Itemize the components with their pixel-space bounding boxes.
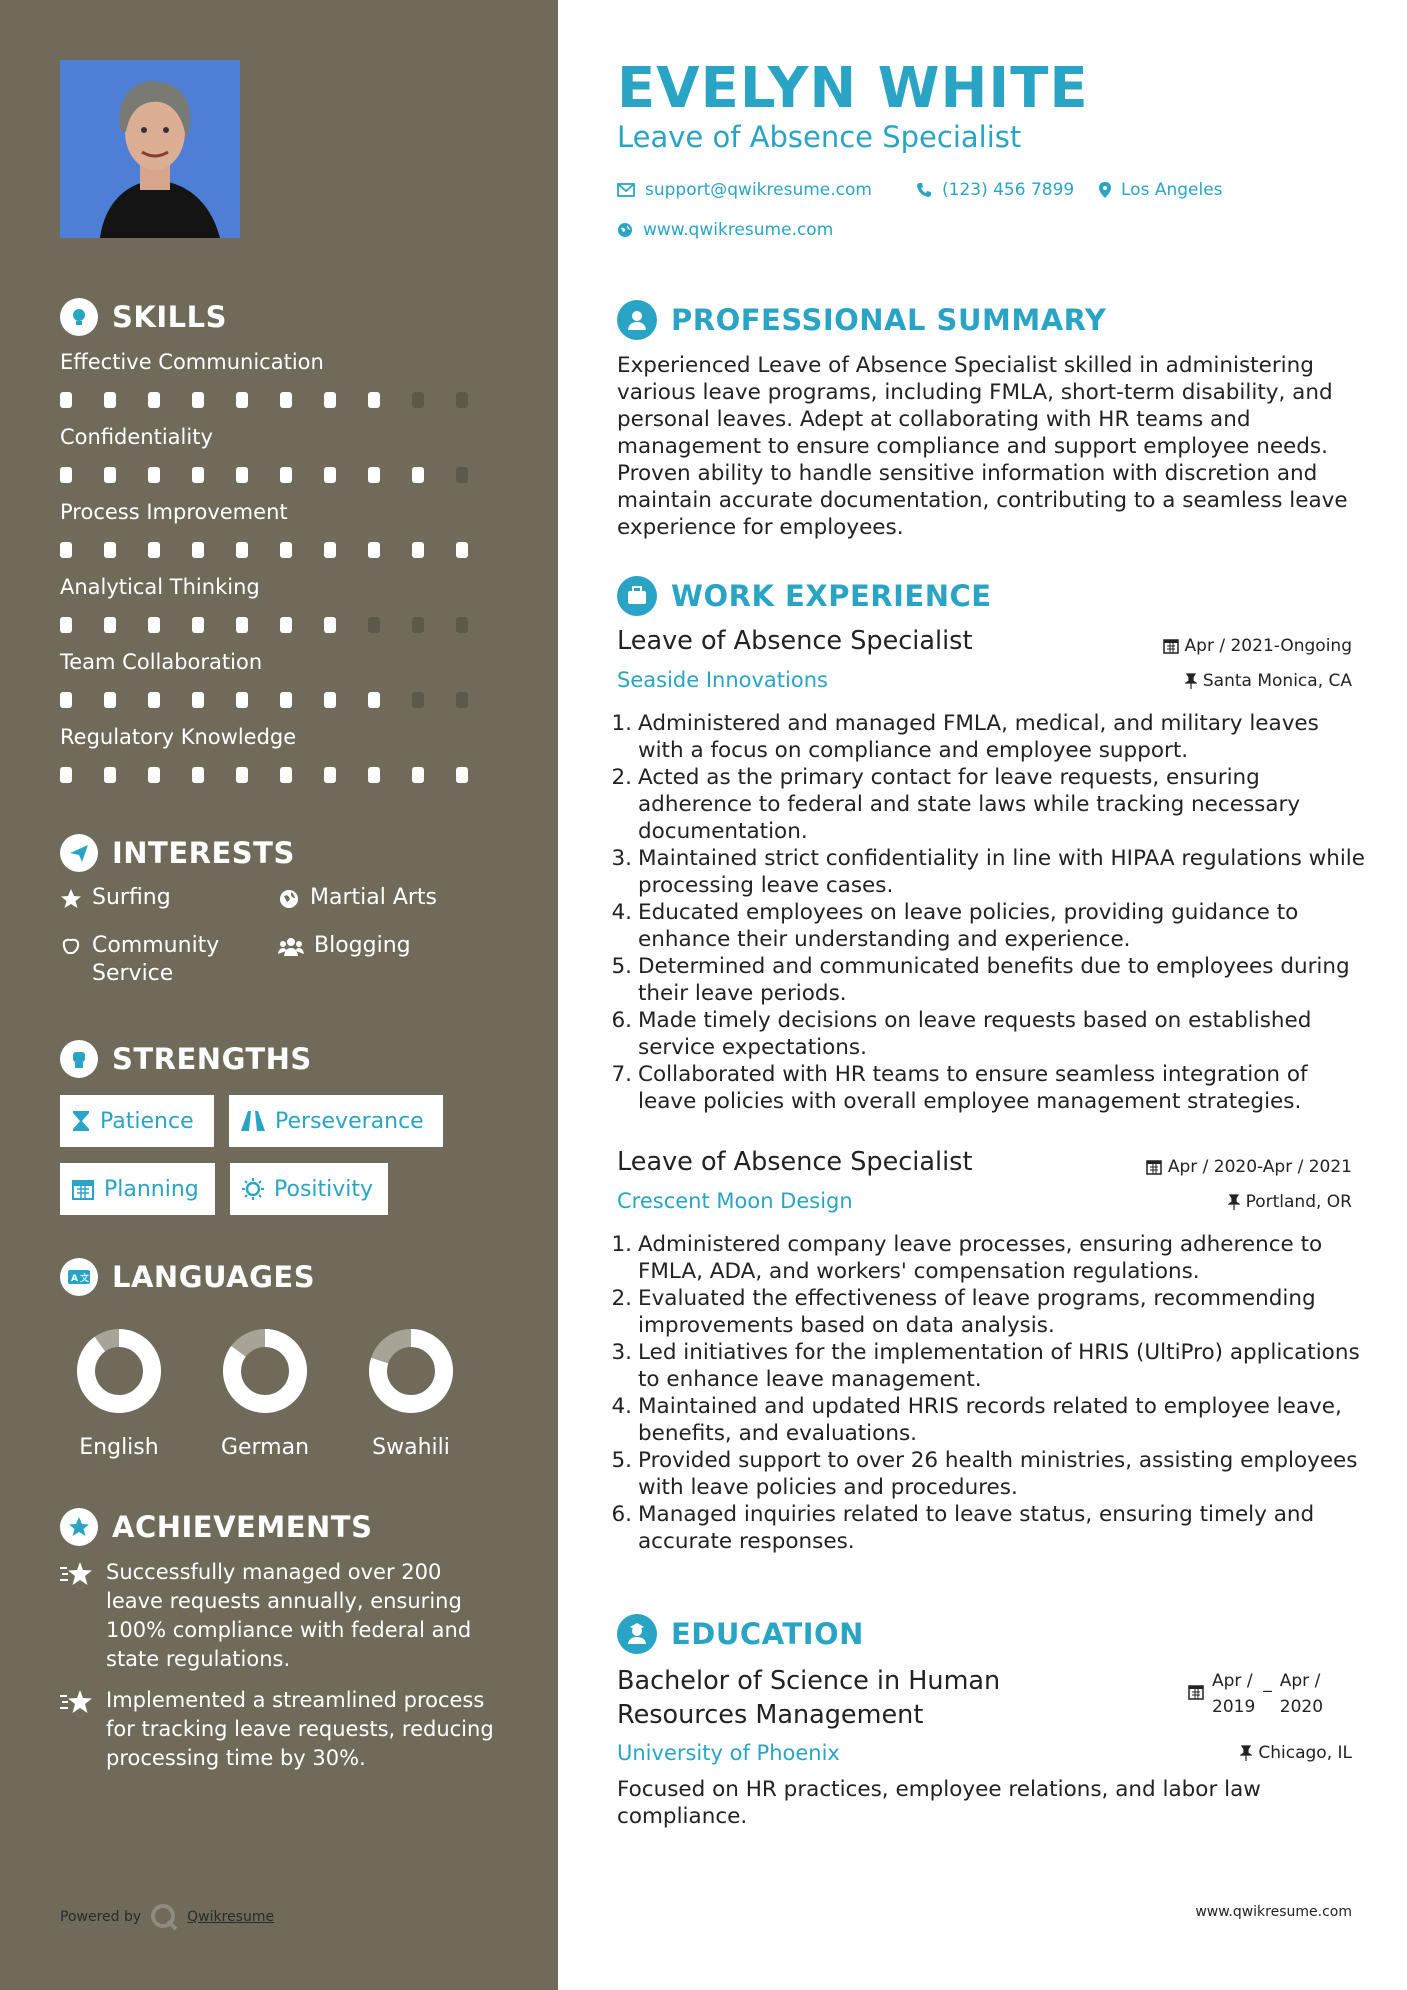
skill-rating [60,692,500,708]
skill-dot [412,392,424,408]
skill-dot [236,392,248,408]
skill-dot [148,392,160,408]
list-item: 7. Collaborated with HR teams to ensure seamless integration of leave policies with overall employee management strategies. [611,1062,1308,1114]
interests-heading: INTERESTS [60,834,295,872]
strengths-heading: STRENGTHS [60,1040,312,1078]
skill-dot [324,467,336,483]
paper-plane-icon [60,834,98,872]
calendar-icon [72,1178,94,1200]
envelope-icon [617,183,635,197]
skill-dot [412,617,424,633]
skill-rating [60,542,500,558]
skill-rating [60,467,500,483]
job-location: Portland, OR [1228,1192,1352,1212]
achievement-item: Implemented a streamlined process for tracking leave requests, reducing processing time by 30%. [60,1686,500,1773]
skill-dot [148,767,160,783]
users-icon [278,936,304,958]
skill-item [60,575,500,633]
achievement-item: Successfully managed over 200 leave requests annually, ensuring 100% compliance with federal and state regulations. [60,1558,500,1674]
skill-dot [192,767,204,783]
phone-contact[interactable]: (123) 456 7899 [916,180,1074,200]
education-heading: EDUCATION [617,1614,864,1654]
skill-dot [104,692,116,708]
svg-text:文: 文 [80,1274,90,1284]
skill-dot [456,692,468,708]
skill-rating [60,617,500,633]
list-item: 3. Led initiatives for the implementation of HRIS (UltiPro) applications to enhance leave management. [611,1340,1360,1392]
list-item: 4. Educated employees on leave policies, providing guidance to enhance their understanding and experience. [611,900,1299,952]
skill-label: Confidentiality [60,425,213,449]
calendar-icon [1146,1159,1162,1175]
list-item: 3. Maintained strict confidentiality in line with HIPAA regulations while processing leave cases. [611,846,1366,898]
list-item: 5. Provided support to over 26 health ministries, assisting employees with leave policies and procedures. [611,1448,1358,1500]
email-contact[interactable]: support@qwikresume.com [617,180,872,200]
skill-dot [148,542,160,558]
skill-label: Team Collaboration [60,650,263,674]
strength-badge: Perseverance [229,1095,443,1147]
skill-dot [104,467,116,483]
calendar-icon [1188,1684,1204,1700]
skill-dot [192,392,204,408]
pin-icon [1185,673,1197,689]
skill-dot [456,392,468,408]
footer-website[interactable]: www.qwikresume.com [1195,1904,1352,1920]
list-item: 2. Acted as the primary contact for leave requests, ensuring adherence to federal and state laws while tracking necessary documentation. [611,765,1301,844]
svg-text:A: A [71,1274,79,1284]
skill-dot [368,542,380,558]
skill-dot [324,692,336,708]
graduation-icon [617,1614,657,1654]
skill-dot [148,467,160,483]
skill-dot [456,542,468,558]
globe-icon [617,222,633,238]
skill-dot [60,467,72,483]
interest-item: Community Service [60,932,260,988]
lightbulb-icon [60,298,98,336]
skill-dot [192,617,204,633]
road-icon [241,1111,265,1131]
job-title: Leave of Absence Specialist [617,1147,973,1177]
briefcase-icon [617,576,657,616]
degree-title: Bachelor of Science in Human Resources Management [617,1666,1001,1730]
list-item: 4. Maintained and updated HRIS records related to employee leave, benefits, and evaluations. [611,1394,1342,1446]
skill-dot [368,392,380,408]
skill-label: Analytical Thinking [60,575,260,599]
job-dates: Apr / 2021-Ongoing [1163,636,1352,656]
languages-heading: A 文 LANGUAGES [60,1258,315,1296]
skill-item [60,725,500,783]
skill-dot [368,467,380,483]
achievements-heading: ACHIEVEMENTS [60,1508,372,1546]
strength-badge: Planning [60,1163,215,1215]
powered-by: Powered by Qwikresume [60,1902,274,1932]
skill-dot [412,467,424,483]
hourglass-icon [72,1110,90,1132]
language-item [351,1325,471,1460]
pin-icon [1228,1194,1240,1210]
job-bullets [610,710,1370,1115]
skills-heading: SKILLS [60,298,227,336]
skill-dot [324,617,336,633]
skill-item [60,350,500,408]
company-name: Crescent Moon Design [617,1189,853,1213]
skill-dot [456,767,468,783]
school-name: University of Phoenix [617,1741,840,1765]
skill-dot [280,767,292,783]
skill-dot [236,467,248,483]
job-title: Leave of Absence Specialist [617,626,973,656]
skill-dot [368,617,380,633]
language-ring [219,1325,311,1417]
skill-dot [280,467,292,483]
map-pin-icon [1099,182,1111,198]
skill-dot [148,692,160,708]
globe-icon [278,888,300,910]
star-badge-icon [60,1508,98,1546]
skill-label: Regulatory Knowledge [60,725,297,749]
language-ring [365,1325,457,1417]
company-name: Seaside Innovations [617,668,828,692]
shooting-star-icon [60,1688,94,1716]
skill-item [60,500,500,558]
phone-icon [916,182,932,198]
skill-dot [60,692,72,708]
skill-dot [192,542,204,558]
language-item [59,1325,179,1460]
skill-dot [324,767,336,783]
skill-dot [192,467,204,483]
skill-dot [280,692,292,708]
skill-rating [60,392,500,408]
location-contact: Los Angeles [1099,180,1223,200]
skill-dot [280,392,292,408]
strength-badge: Patience [60,1095,214,1147]
skill-dot [104,542,116,558]
skill-dot [236,542,248,558]
website-contact[interactable]: www.qwikresume.com [617,220,833,240]
summary-text: Experienced Leave of Absence Specialist skilled in administering various leave programs, including FMLA, short-term disability, and personal leaves. Adept at collaborating with HR teams and management to ensure compliance and support employee needs. Proven ability to handle sensitive information with discretion and maintain accurate documentation, contributing to a seamless leave experience for employees. [617,353,1348,540]
qwikresume-logo-icon [149,1902,179,1932]
language-item [205,1325,325,1460]
skill-dot [60,767,72,783]
interest-item: Blogging [278,932,411,960]
job-location: Santa Monica, CA [1185,671,1352,691]
strength-badge: Positivity [230,1163,388,1215]
list-item: 5. Determined and communicated benefits due to employees during their leave periods. [611,954,1350,1006]
skill-dot [412,542,424,558]
skill-dot [192,692,204,708]
experience-heading: WORK EXPERIENCE [617,576,992,616]
skill-dot [60,617,72,633]
skill-dot [104,617,116,633]
sun-icon [242,1178,264,1200]
education-location: Chicago, IL [1240,1743,1352,1763]
candidate-role: Leave of Absence Specialist [617,120,1022,154]
skill-item [60,425,500,483]
list-item: 1. Administered and managed FMLA, medical, and military leaves with a focus on compliance and employee support. [611,711,1319,763]
user-icon [617,300,657,340]
profile-photo [60,60,240,238]
list-item: 6. Made timely decisions on leave requests based on established service expectations. [611,1008,1312,1060]
education-dates: Apr / 2019 _ Apr / 2020 [1188,1668,1323,1720]
calendar-icon [1163,638,1179,654]
candidate-name: EVELYN WHITE [617,56,1089,121]
pin-icon [1240,1745,1252,1761]
skill-label: Effective Communication [60,350,324,374]
job-dates: Apr / 2020-Apr / 2021 [1146,1157,1352,1177]
interest-item: Martial Arts [278,884,437,912]
education-end: Apr / 2020 [1279,1671,1324,1717]
hand-icon [60,936,82,958]
star-icon [60,888,82,910]
language-ring [73,1325,165,1417]
skill-dot [280,617,292,633]
skill-dot [456,617,468,633]
translate-icon [60,1258,98,1296]
education-start: Apr / 2019 [1212,1671,1256,1717]
language-ring-fill [86,1338,152,1404]
list-item: 6. Managed inquiries related to leave status, ensuring timely and accurate responses. [611,1502,1315,1554]
job-bullets [610,1231,1370,1555]
skill-dot [236,617,248,633]
summary-heading: PROFESSIONAL SUMMARY [617,300,1106,340]
list-item: 1. Administered company leave processes, ensuring adherence to FMLA, ADA, and workers' compensation regulations. [611,1232,1323,1284]
education-description: Focused on HR practices, employee relations, and labor law compliance. [617,1777,1261,1829]
skill-dot [60,392,72,408]
skill-label: Process Improvement [60,500,288,524]
qwikresume-link[interactable]: Qwikresume [187,1909,275,1925]
skill-dot [412,692,424,708]
shooting-star-icon [60,1560,94,1588]
fist-icon [60,1040,98,1078]
list-item: 2. Evaluated the effectiveness of leave programs, recommending improvements based on data analysis. [611,1286,1316,1338]
language-label: English [79,1435,159,1460]
language-label: Swahili [372,1435,450,1460]
skill-dot [324,542,336,558]
skill-dot [368,767,380,783]
skill-dot [104,767,116,783]
skill-dot [148,617,160,633]
skill-dot [236,692,248,708]
skill-dot [412,767,424,783]
skill-dot [236,767,248,783]
skill-dot [324,392,336,408]
skill-dot [280,542,292,558]
skill-dot [104,392,116,408]
skill-dot [456,467,468,483]
language-label: German [220,1435,310,1460]
skill-dot [60,542,72,558]
main-content [558,0,1407,1990]
sidebar [0,0,558,1990]
interest-item: Surfing [60,884,171,912]
skill-dot [368,692,380,708]
skill-rating [60,767,500,783]
skill-item [60,650,500,708]
